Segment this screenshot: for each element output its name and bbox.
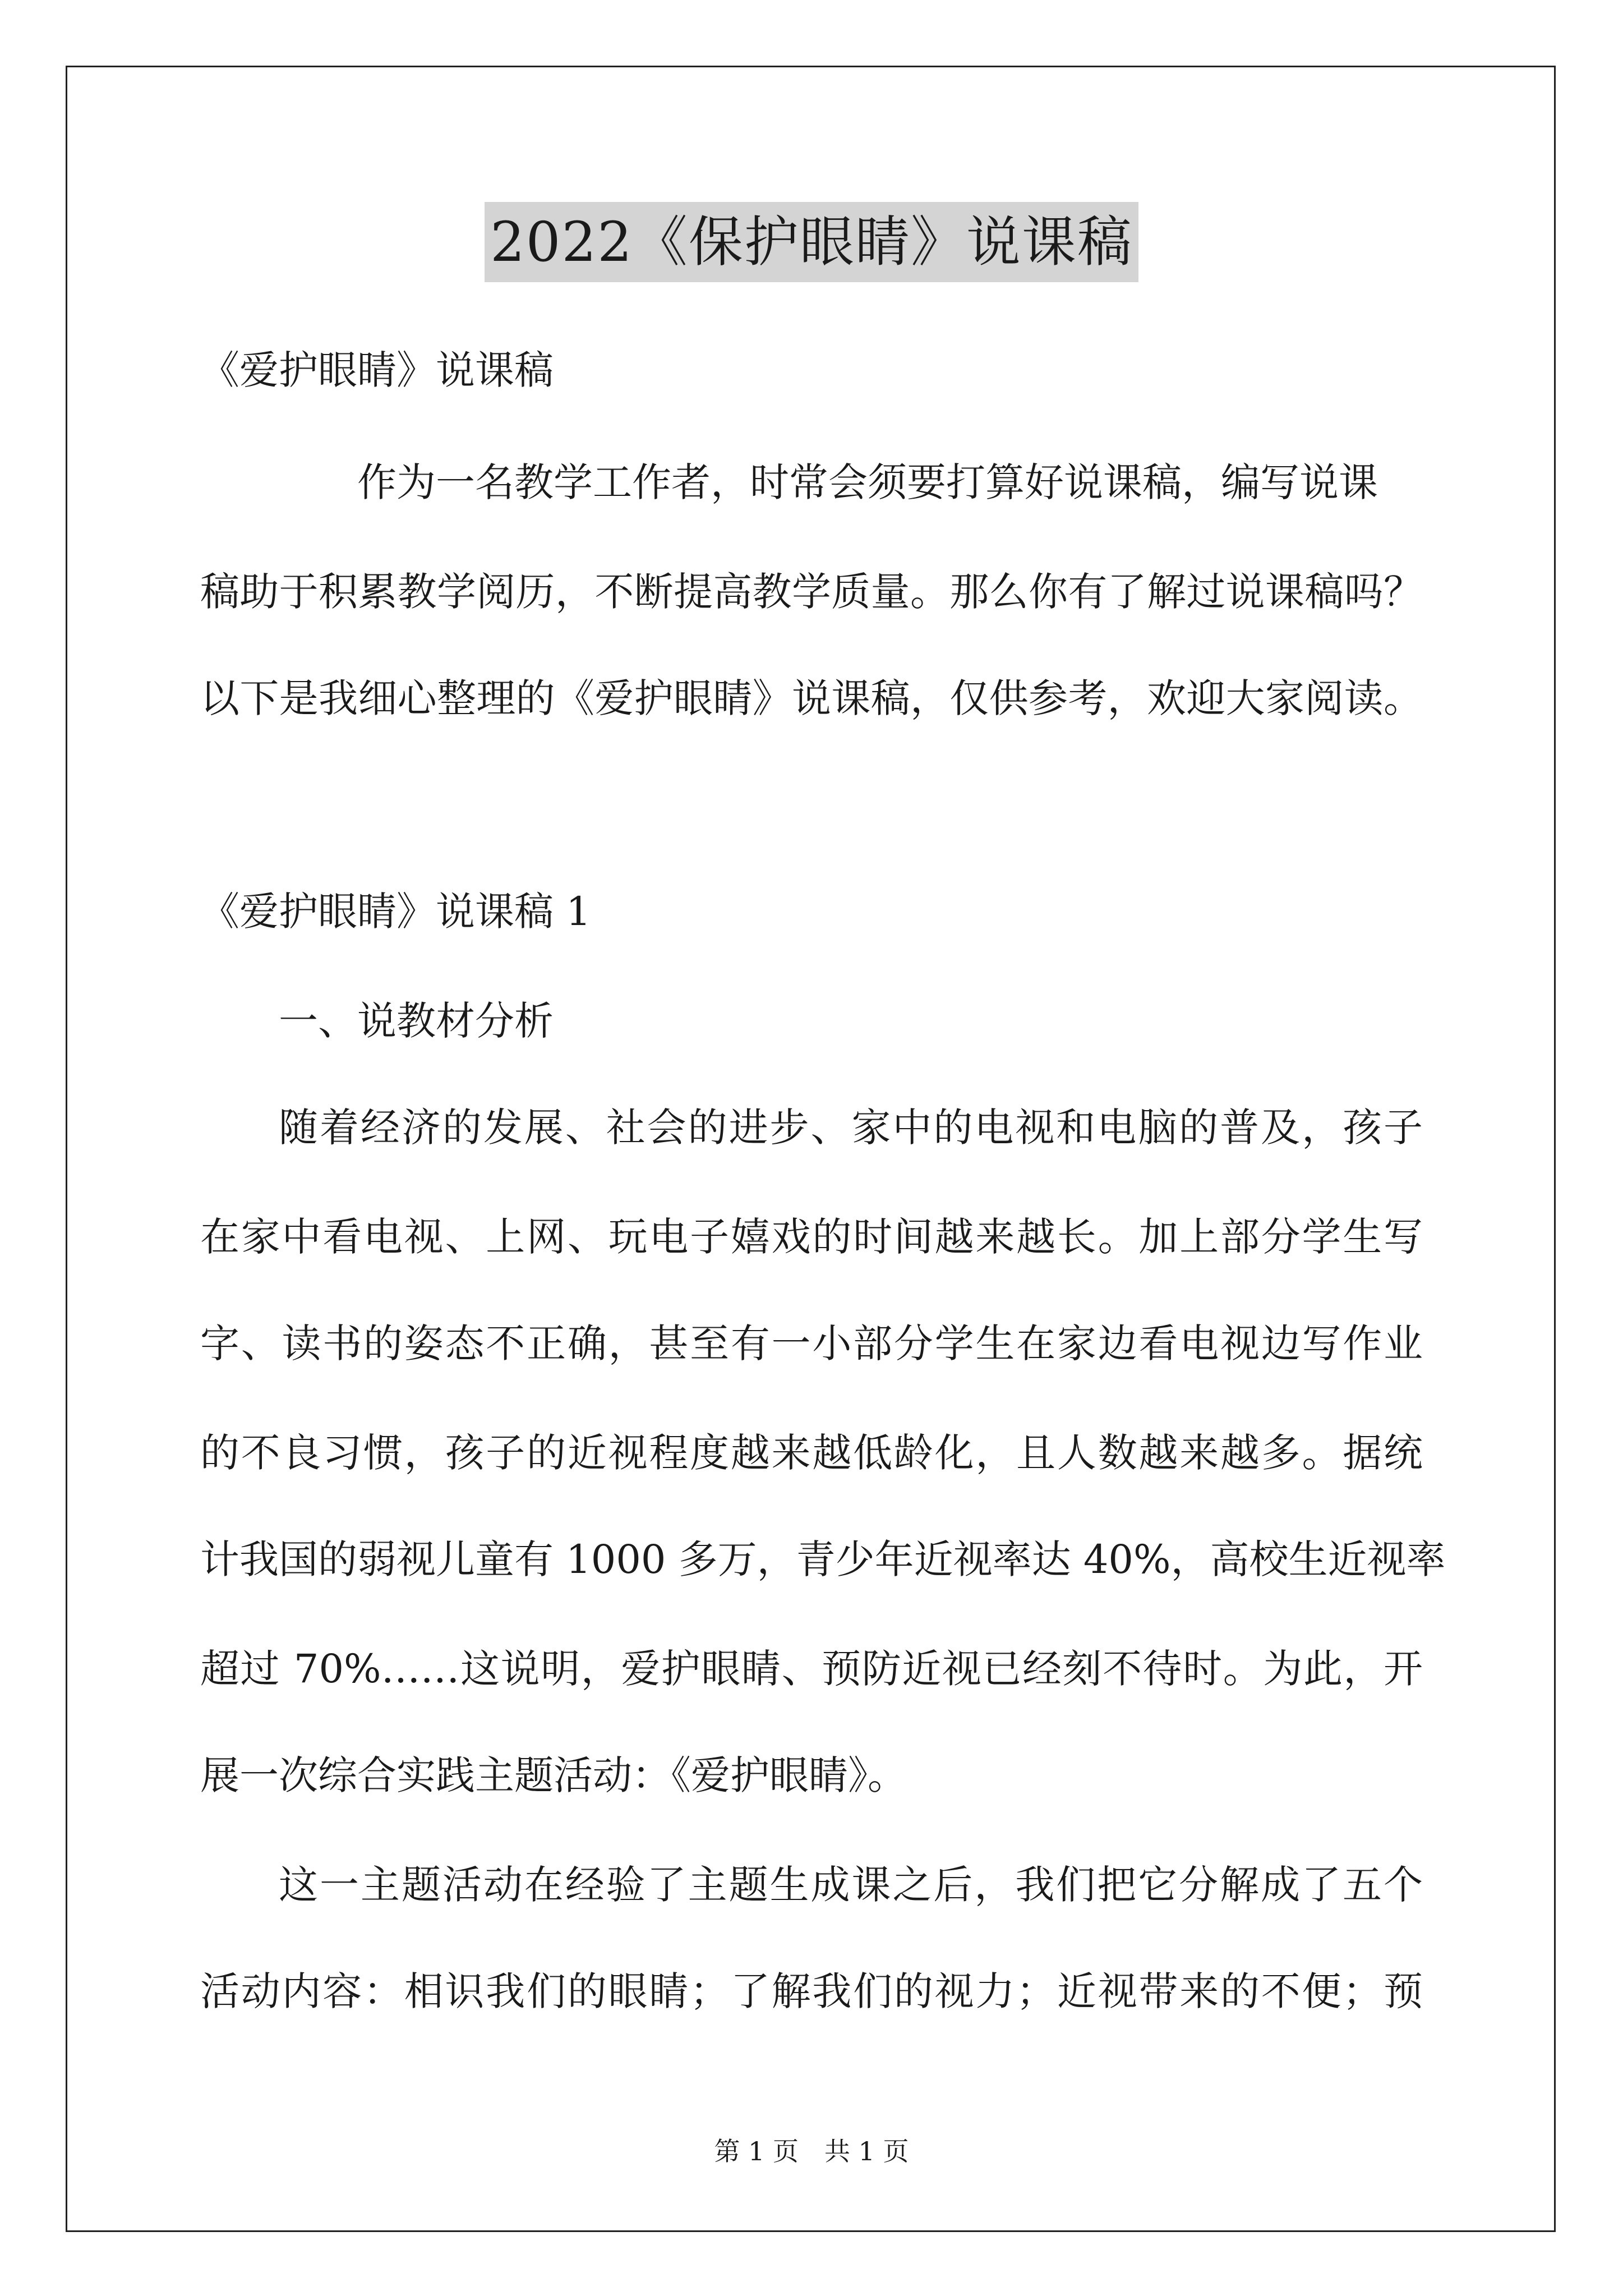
- section-heading: 《爱护眼睛》说课稿 1: [200, 889, 591, 935]
- para1-line-2: 在家中看电视、上网、玩电子嬉戏的时间越来越长。加上部分学生写: [200, 1214, 1423, 1260]
- para1-line-7: 展一次综合实践主题活动：《爱护眼睛》。: [200, 1752, 907, 1798]
- intro-line-3: 以下是我细心整理的《爱护眼睛》说课稿，仅供参考，欢迎大家阅读。: [200, 675, 1423, 721]
- para1-line-6: 超过 70%……这说明，爱护眼睛、预防近视已经刻不待时。为此，开: [200, 1646, 1423, 1692]
- title-container: [0, 202, 1623, 282]
- document-title: 2022《保护眼睛》说课稿: [485, 202, 1138, 282]
- intro-heading: 《爱护眼睛》说课稿: [200, 347, 554, 393]
- para2-line-2: 活动内容：相识我们的眼睛；了解我们的视力；近视带来的不便；预: [200, 1968, 1423, 2014]
- para1-line-5: 计我国的弱视儿童有 1000 多万，青少年近视率达 40%，高校生近视率: [200, 1536, 1446, 1582]
- intro-line-1: 作为一名教学工作者，时常会须要打算好说课稿，编写说课: [357, 459, 1378, 505]
- para1-line-1: 随着经济的发展、社会的进步、家中的电视和电脑的普及，孩子: [279, 1105, 1423, 1151]
- intro-line-2: 稿助于积累教学阅历，不断提高教学质量。那么你有了解过说课稿吗？: [200, 569, 1423, 615]
- para1-line-4: 的不良习惯，孩子的近视程度越来越低龄化，且人数越来越多。据统: [200, 1430, 1423, 1476]
- para1-line-3: 字、读书的姿态不正确，甚至有一小部分学生在家边看电视边写作业: [200, 1320, 1423, 1366]
- para2-line-1: 这一主题活动在经验了主题生成课之后，我们把它分解成了五个: [279, 1862, 1423, 1908]
- page-footer: 第 1 页 共 1 页: [714, 2136, 909, 2166]
- subheading: 一、说教材分析: [279, 998, 554, 1044]
